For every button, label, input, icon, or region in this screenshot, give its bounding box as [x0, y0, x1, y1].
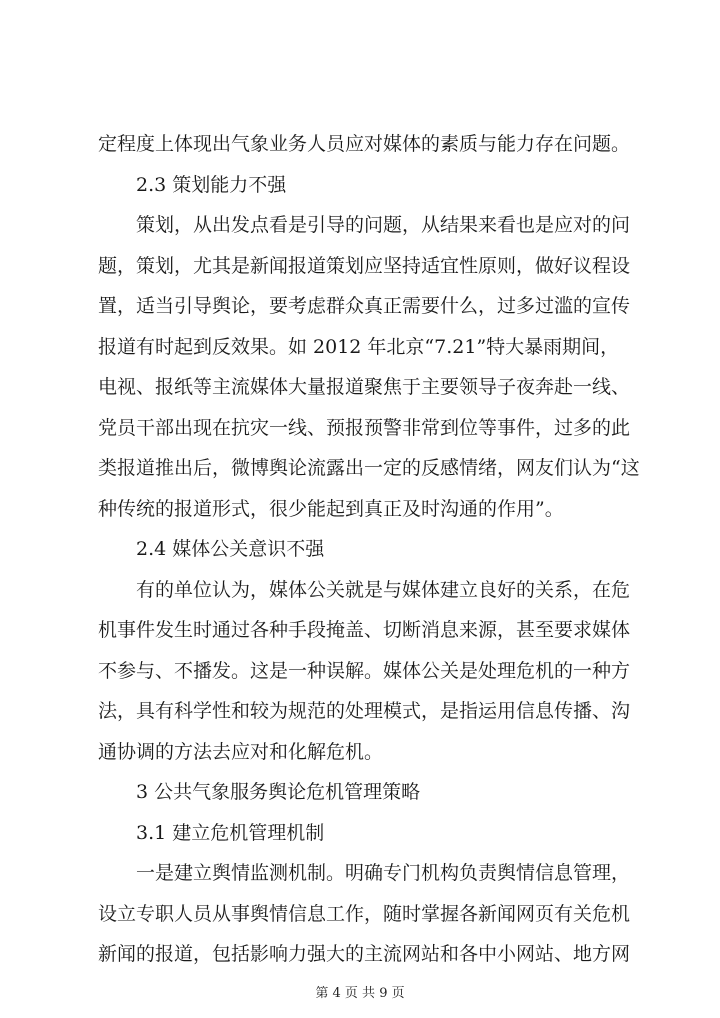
text-line-10: 种传统的报道形式，很少能起到真正及时沟通的作用”。 [98, 498, 564, 520]
text-line-7: 电视、报纸等主流媒体大量报道聚焦于主要领导子夜奔赴一线、 [98, 376, 631, 398]
section-heading-2-4: 2.4 媒体公关意识不强 [136, 538, 325, 560]
text-line-5: 置，适当引导舆论，要考虑群众真正需要什么，过多过滥的宣传 [98, 295, 631, 317]
page-number-footer: 第 4 页 共 9 页 [315, 986, 405, 1001]
text-line-9: 类报道推出后，微博舆论流露出一定的反感情绪，网友们认为“这 [98, 457, 640, 479]
text-line-20: 设立专职人员从事舆情信息工作，随时掌握各新闻网页有关危机 [98, 903, 631, 925]
text-line-1: 定程度上体现出气象业务人员应对媒体的素质与能力存在问题。 [98, 133, 631, 155]
text-line-12: 有的单位认为，媒体公关就是与媒体建立良好的关系，在危 [136, 579, 631, 601]
text-line-21: 新闻的报道，包括影响力强大的主流网站和各中小网站、地方网 [98, 943, 631, 965]
text-line-13: 机事件发生时通过各种手段掩盖、切断消息来源，甚至要求媒体 [98, 619, 631, 641]
section-heading-3: 3 公共气象服务舆论危机管理策略 [136, 781, 421, 803]
section-heading-3-1: 3.1 建立危机管理机制 [136, 822, 325, 844]
text-line-14: 不参与、不播发。这是一种误解。媒体公关是处理危机的一种方 [98, 660, 631, 682]
section-heading-2-3: 2.3 策划能力不强 [136, 174, 287, 196]
text-line-3: 策划，从出发点看是引导的问题，从结果来看也是应对的问 [136, 214, 631, 236]
text-line-6: 报道有时起到反效果。如 2012 年北京“7.21”特大暴雨期间， [98, 336, 620, 358]
text-line-8: 党员干部出现在抗灾一线、预报预警非常到位等事件，过多的此 [98, 417, 631, 439]
text-line-19: 一是建立舆情监测机制。明确专门机构负责舆情信息管理， [136, 862, 631, 884]
text-line-15: 法，具有科学性和较为规范的处理模式，是指运用信息传播、沟 [98, 700, 631, 722]
text-line-16: 通协调的方法去应对和化解危机。 [98, 741, 384, 763]
text-line-4: 题，策划，尤其是新闻报道策划应坚持适宜性原则，做好议程设 [98, 255, 631, 277]
